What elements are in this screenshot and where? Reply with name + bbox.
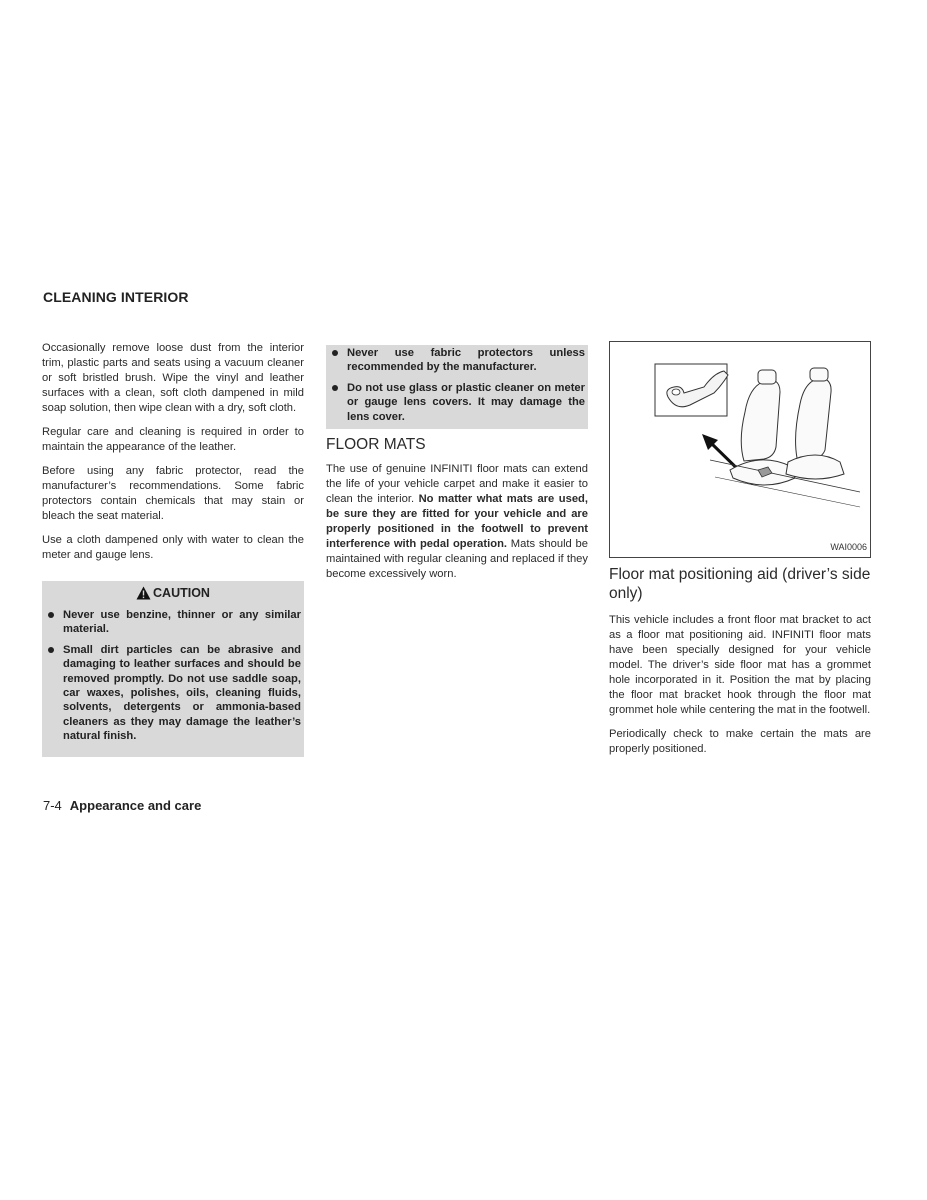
paragraph: Use a cloth dampened only with water to clean the meter and gauge lens. xyxy=(42,534,304,561)
paragraph: Regular care and cleaning is required in order to maintain the appearance of the leather. xyxy=(42,426,304,453)
caution-list xyxy=(329,346,585,424)
bold-warning-text: No matter what mats are used, be sure they are fitted for your vehicle and are properly positioned in the footwell to prevent interference with pedal operation. xyxy=(326,493,588,551)
caution-box xyxy=(42,581,304,757)
text-run: The use of genuine INFINITI floor mats can extend the life of your vehicle carpet and make it easier to clean the interior. xyxy=(326,463,588,506)
paragraph xyxy=(326,462,588,582)
page-number: 7-4 xyxy=(43,798,62,813)
caution-continued-box xyxy=(326,345,588,429)
positioning-aid-heading: Floor mat positioning aid (driver’s side only) xyxy=(609,566,871,602)
list-item: Small dirt particles can be abrasive and damaging to leather surfaces and should be removed promptly. Do not use saddle soap, car waxes, polishes, oils, cleaning fluids, solvents, detergents or ammonia-based cleaners as they may damage the leather’s natural finish. xyxy=(45,643,301,744)
caution-heading xyxy=(45,583,301,608)
column-right xyxy=(609,341,871,766)
caution-label: CAUTION xyxy=(153,586,210,600)
text-run: Mats should be maintained with regular cleaning and replaced if they become excessively worn. xyxy=(326,538,588,581)
caution-list xyxy=(45,608,301,744)
warning-triangle-icon xyxy=(136,586,151,600)
chapter-title: Appearance and care xyxy=(69,798,202,813)
list-item: Never use fabric protectors unless recommended by the manufacturer. xyxy=(329,346,585,375)
figure-code: WAI0006 xyxy=(830,542,867,552)
page-footer xyxy=(43,798,201,813)
paragraph: Periodically check to make certain the mats are properly positioned. xyxy=(609,728,871,755)
floor-mat-illustration xyxy=(609,341,871,558)
paragraph: This vehicle includes a front floor mat bracket to act as a floor mat positioning aid. INFINITI floor mats have been specially designed for your vehicle model. The driver’s side floor mat has a grommet hole incorporated in it. Position the mat by placing the floor mat bracket hook through the floor mat grommet hole while centering the mat in the footwell. xyxy=(609,614,871,716)
seat-and-mat-drawing xyxy=(610,342,870,557)
list-item: Do not use glass or plastic cleaner on meter or gauge lens covers. It may damage the lens cover. xyxy=(329,381,585,424)
section-title: CLEANING INTERIOR xyxy=(43,289,189,305)
list-item: Never use benzine, thinner or any similar material. xyxy=(45,608,301,637)
paragraph: Occasionally remove loose dust from the interior trim, plastic parts and seats using a vacuum cleaner or soft bristled brush. Wipe the vinyl and leather surfaces with a clean, soft cloth dampened in mild soap solution, then wipe clean with a dry, soft cloth. xyxy=(42,342,304,414)
paragraph: Before using any fabric protector, read the manufacturer’s recommendations. Some fabric protectors contain chemicals that may stain or bleach the seat material. xyxy=(42,465,304,522)
column-middle xyxy=(326,345,588,591)
column-left xyxy=(42,341,304,757)
floor-mats-heading: FLOOR MATS xyxy=(326,436,426,454)
